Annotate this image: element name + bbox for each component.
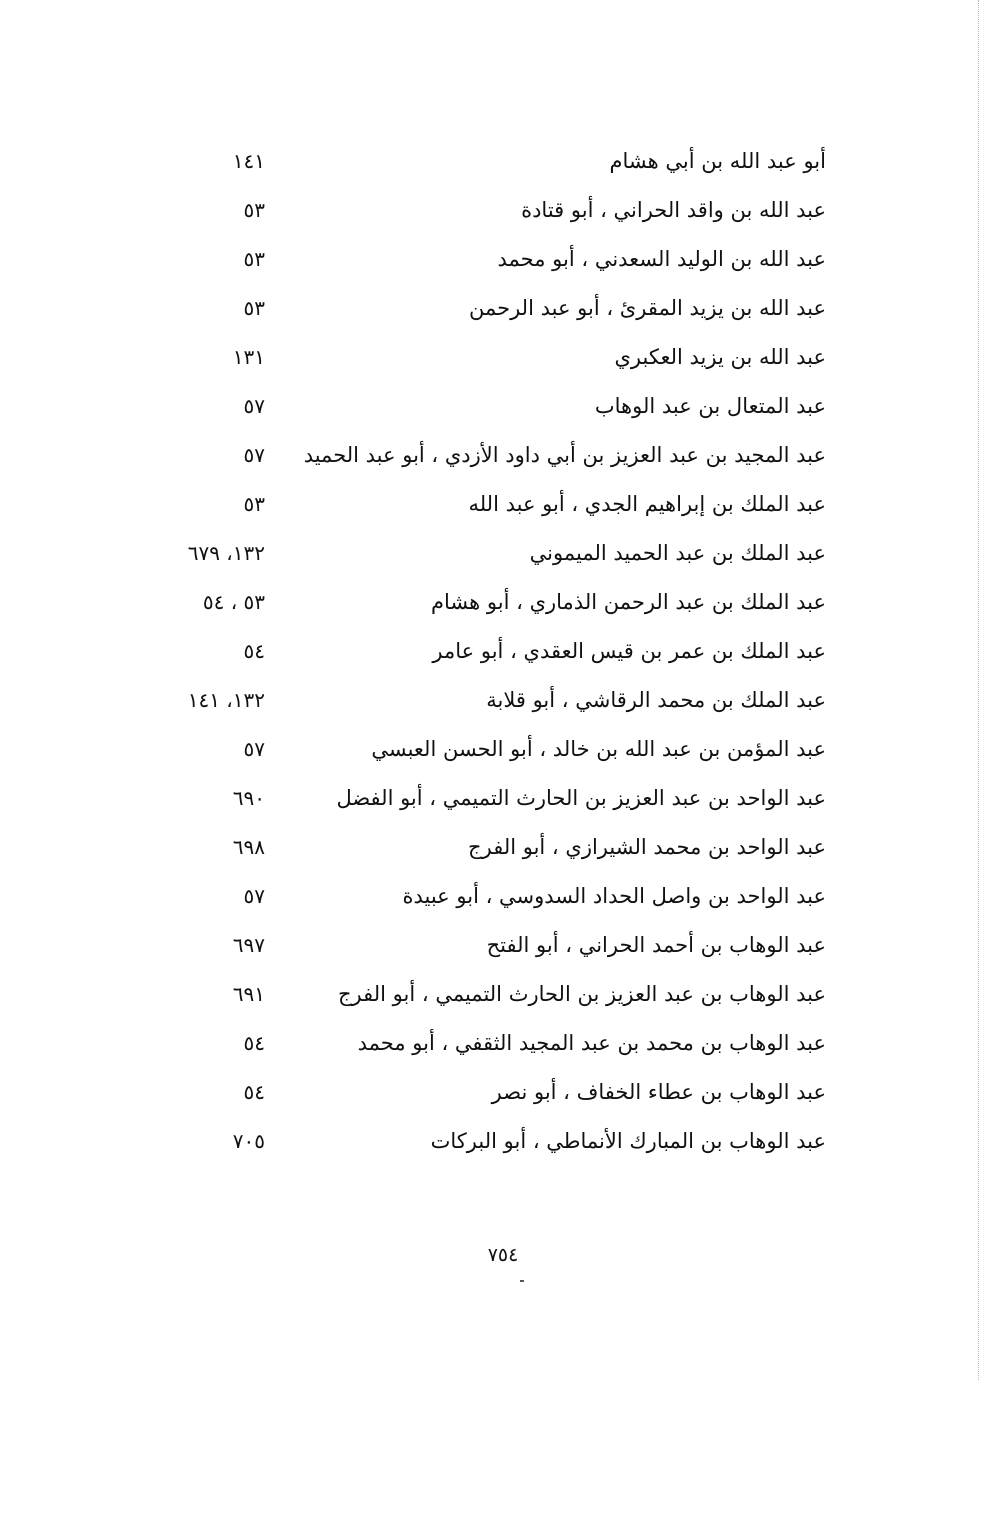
index-entry — [150, 726, 840, 775]
entry-pages: ٥٣ — [243, 492, 265, 516]
entry-name: عبد الله بن يزيد المقرئ ، أبو عبد الرحمن — [468, 296, 826, 320]
entry-name: عبد الله بن يزيد العكبري — [614, 345, 826, 369]
page-number: ٧٥٤ — [487, 1244, 519, 1266]
entry-pages: ٥٧ — [243, 443, 265, 467]
scan-edge-line — [978, 0, 979, 1380]
entry-name: عبد المؤمن بن عبد الله بن خالد ، أبو الحسن العبسي — [371, 737, 826, 761]
entry-name: عبد الملك بن عمر بن قيس العقدي ، أبو عامر — [432, 639, 826, 663]
entry-pages: ٥٣ — [243, 198, 265, 222]
entry-pages: ١٣١ — [232, 345, 265, 369]
entry-name: عبد الواحد بن محمد الشيرازي ، أبو الفرج — [468, 835, 826, 859]
index-entry-list — [150, 138, 840, 1167]
entry-pages: ٧٠٥ — [232, 1129, 265, 1153]
entry-pages: ٥٣ ، ٥٤ — [202, 590, 265, 614]
entry-pages: ٦٩٠ — [232, 786, 265, 810]
entry-pages: ٦٩١ — [232, 982, 265, 1006]
entry-pages: ٥٣ — [243, 296, 265, 320]
entry-pages: ٥٤ — [243, 1031, 265, 1055]
entry-pages: ٥٣ — [243, 247, 265, 271]
entry-name: عبد الملك بن عبد الرحمن الذماري ، أبو هشام — [431, 590, 826, 614]
entry-name: عبد الله بن الوليد السعدني ، أبو محمد — [497, 247, 826, 271]
entry-pages: ٥٧ — [243, 884, 265, 908]
index-entry — [150, 579, 840, 628]
entry-name: عبد الملك بن محمد الرقاشي ، أبو قلابة — [486, 688, 826, 712]
index-entry — [150, 824, 840, 873]
entry-name: عبد الملك بن عبد الحميد الميموني — [529, 541, 826, 565]
entry-pages: ٥٧ — [243, 394, 265, 418]
entry-name: عبد الوهاب بن عبد العزيز بن الحارث التميمي ، أبو الفرج — [338, 982, 826, 1006]
index-entry — [150, 922, 840, 971]
entry-name: عبد المتعال بن عبد الوهاب — [594, 394, 826, 418]
entry-name: عبد الوهاب بن المبارك الأنماطي ، أبو البركات — [430, 1129, 826, 1153]
index-entry — [150, 236, 840, 285]
index-entry — [150, 383, 840, 432]
index-entry — [150, 1069, 840, 1118]
entry-name: عبد الله بن واقد الحراني ، أبو قتادة — [521, 198, 826, 222]
index-entry — [150, 334, 840, 383]
entry-pages: ٦٩٧ — [232, 933, 265, 957]
entry-pages: ١٤١ — [232, 149, 265, 173]
index-entry — [150, 432, 840, 481]
entry-name: أبو عبد الله بن أبي هشام — [609, 149, 826, 173]
entry-name: عبد الواحد بن واصل الحداد السدوسي ، أبو عبيدة — [402, 884, 826, 908]
entry-pages: ٥٤ — [243, 1080, 265, 1104]
entry-name: عبد الوهاب بن محمد بن عبد المجيد الثقفي ، أبو محمد — [357, 1031, 826, 1055]
index-entry — [150, 775, 840, 824]
index-entry — [150, 1020, 840, 1069]
index-entry — [150, 530, 840, 579]
index-entry — [150, 285, 840, 334]
index-entry — [150, 971, 840, 1020]
scan-speck — [520, 1280, 524, 1282]
entry-name: عبد المجيد بن عبد العزيز بن أبي داود الأزدي ، أبو عبد الحميد — [303, 443, 826, 467]
entry-pages: ١٣٢، ١٤١ — [187, 688, 265, 712]
entry-name: عبد الوهاب بن أحمد الحراني ، أبو الفتح — [486, 933, 826, 957]
entry-pages: ٦٩٨ — [232, 835, 265, 859]
entry-name: عبد الملك بن إبراهيم الجدي ، أبو عبد الله — [468, 492, 826, 516]
index-entry — [150, 677, 840, 726]
entry-name: عبد الوهاب بن عطاء الخفاف ، أبو نصر — [491, 1080, 826, 1104]
index-entry — [150, 187, 840, 236]
index-entry — [150, 138, 840, 187]
index-entry — [150, 628, 840, 677]
index-entry — [150, 873, 840, 922]
entry-name: عبد الواحد بن عبد العزيز بن الحارث التميمي ، أبو الفضل — [336, 786, 826, 810]
entry-pages: ١٣٢، ٦٧٩ — [187, 541, 265, 565]
index-entry — [150, 1118, 840, 1167]
entry-pages: ٥٤ — [243, 639, 265, 663]
index-entry — [150, 481, 840, 530]
entry-pages: ٥٧ — [243, 737, 265, 761]
